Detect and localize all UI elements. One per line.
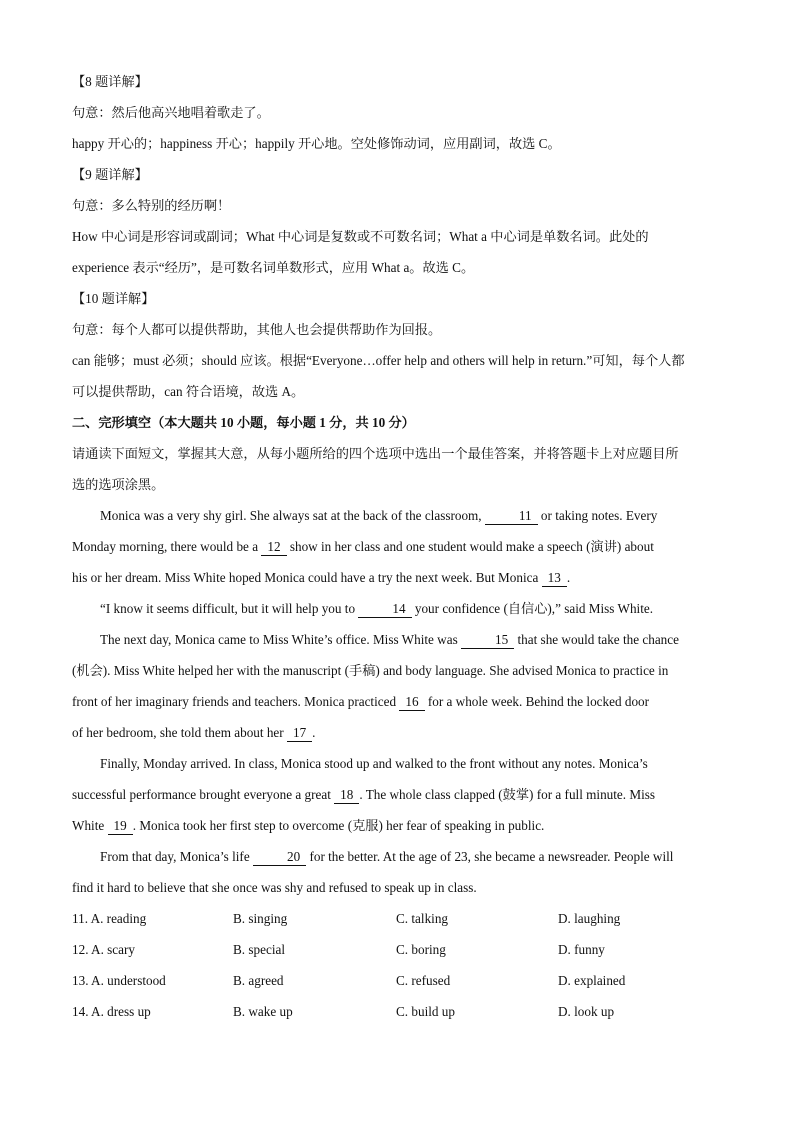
- passage-text: of her bedroom, she told them about her: [72, 725, 284, 740]
- blank-14: 14: [358, 601, 411, 618]
- passage-line: [72, 841, 722, 872]
- options-row-11: [72, 903, 722, 934]
- passage-text: “I know it seems difficult, but it will help you to: [100, 601, 356, 616]
- blank-15: 15: [461, 632, 514, 649]
- passage-line: [72, 624, 722, 655]
- option-b: B. special: [233, 942, 286, 957]
- blank-12: 12: [261, 539, 286, 556]
- blank-20: 20: [253, 849, 306, 866]
- passage-line: [72, 779, 722, 810]
- blank-19: 19: [108, 818, 133, 835]
- q8-explanation: happy 开心的；happiness 开心；happily 开心地。空处修饰动词，应用副词，故选 C。: [72, 136, 561, 151]
- option-a: 11. A. reading: [72, 911, 147, 926]
- passage-text: Monica was a very shy girl. She always sat at the back of the classroom,: [100, 508, 482, 523]
- passage-text: your confidence (自信心),” said Miss White.: [414, 601, 654, 616]
- passage-line: Finally, Monday arrived. In class, Monica stood up and walked to the front without any notes. Monica’s: [100, 756, 648, 771]
- passage-text: .: [566, 570, 571, 585]
- options-row-14: [72, 996, 722, 1027]
- passage-text: his or her dream. Miss White hoped Monica could have a try the next week. But Monica: [72, 570, 539, 585]
- passage-text: Monday morning, there would be a: [72, 539, 259, 554]
- passage-text: . The whole class clapped (鼓掌) for a full minute. Miss: [359, 787, 656, 802]
- passage-text: or taking notes. Every: [540, 508, 658, 523]
- section-title: 二、完形填空（本大题共 10 小题，每小题 1 分，共 10 分）: [72, 415, 415, 430]
- option-d: D. explained: [558, 973, 626, 988]
- option-a: 14. A. dress up: [72, 1004, 151, 1019]
- passage-text: show in her class and one student would make a speech (演讲) about: [289, 539, 654, 554]
- passage-text: that she would take the chance: [517, 632, 679, 647]
- q9-explanation-line-1: How 中心词是形容词或副词；What 中心词是复数或不可数名词；What a 中心词是单数名词。此处的: [72, 229, 649, 244]
- passage-line: [72, 686, 722, 717]
- passage-line: [72, 593, 722, 624]
- option-b: B. agreed: [233, 973, 284, 988]
- passage-text: . Monica took her first step to overcome (克服) her fear of speaking in public.: [132, 818, 545, 833]
- blank-18: 18: [334, 787, 359, 804]
- document-page: [72, 66, 722, 1027]
- option-a: 13. A. understood: [72, 973, 166, 988]
- q8-meaning: 句意：然后他高兴地唱着歌走了。: [72, 105, 270, 120]
- option-d: D. look up: [558, 1004, 615, 1019]
- q9-explanation-line-2: experience 表示“经历”，是可数名词单数形式，应用 What a。故选 C。: [72, 260, 475, 275]
- blank-11: 11: [485, 508, 538, 525]
- q10-explanation-line-1: can 能够；must 必须；should 应该。根据“Everyone…offer help and others will help in return.”可知，每个人都: [72, 353, 685, 368]
- option-d: D. laughing: [558, 911, 621, 926]
- passage-text: .: [312, 725, 316, 740]
- option-c: C. talking: [396, 911, 449, 926]
- options-row-13: [72, 965, 722, 996]
- option-c: C. refused: [396, 973, 451, 988]
- passage-text: The next day, Monica came to Miss White’s office. Miss White was: [100, 632, 458, 647]
- option-b: B. singing: [233, 911, 288, 926]
- passage-line: [72, 810, 722, 841]
- blank-13: 13: [542, 570, 567, 587]
- option-c: C. build up: [396, 1004, 455, 1019]
- q10-explanation-line-2: 可以提供帮助，can 符合语境，故选 A。: [72, 384, 305, 399]
- passage-text: successful performance brought everyone a great: [72, 787, 331, 802]
- passage-line: [72, 500, 722, 531]
- option-d: D. funny: [558, 942, 605, 957]
- q9-meaning: 句意：多么特别的经历啊！: [72, 198, 231, 213]
- passage-line: (机会). Miss White helped her with the manuscript (手稿) and body language. She advised Monica to practice in: [72, 663, 669, 678]
- blank-16: 16: [399, 694, 424, 711]
- passage-line: [72, 717, 722, 748]
- passage-text: White: [72, 818, 105, 833]
- passage-line: [72, 562, 722, 593]
- option-a: 12. A. scary: [72, 942, 135, 957]
- passage-text: for the better. At the age of 23, she became a newsreader. People will: [309, 849, 674, 864]
- passage-line: find it hard to believe that she once was shy and refused to speak up in class.: [72, 880, 477, 895]
- q10-header: 【10 题详解】: [72, 291, 155, 306]
- passage-text: for a whole week. Behind the locked door: [427, 694, 650, 709]
- option-c: C. boring: [396, 942, 446, 957]
- blank-17: 17: [287, 725, 312, 742]
- section-instruction-line-1: 请通读下面短文，掌握其大意，从每小题所给的四个选项中选出一个最佳答案，并将答题卡上对应题目所: [72, 446, 679, 461]
- q9-header: 【9 题详解】: [72, 167, 148, 182]
- section-instruction-line-2: 选的选项涂黑。: [72, 477, 165, 492]
- q8-header: 【8 题详解】: [72, 74, 148, 89]
- passage-text: front of her imaginary friends and teachers. Monica practiced: [72, 694, 397, 709]
- passage-line: [72, 531, 722, 562]
- q10-meaning: 句意：每个人都可以提供帮助，其他人也会提供帮助作为回报。: [72, 322, 442, 337]
- passage-text: From that day, Monica’s life: [100, 849, 250, 864]
- option-b: B. wake up: [233, 1004, 293, 1019]
- options-row-12: [72, 934, 722, 965]
